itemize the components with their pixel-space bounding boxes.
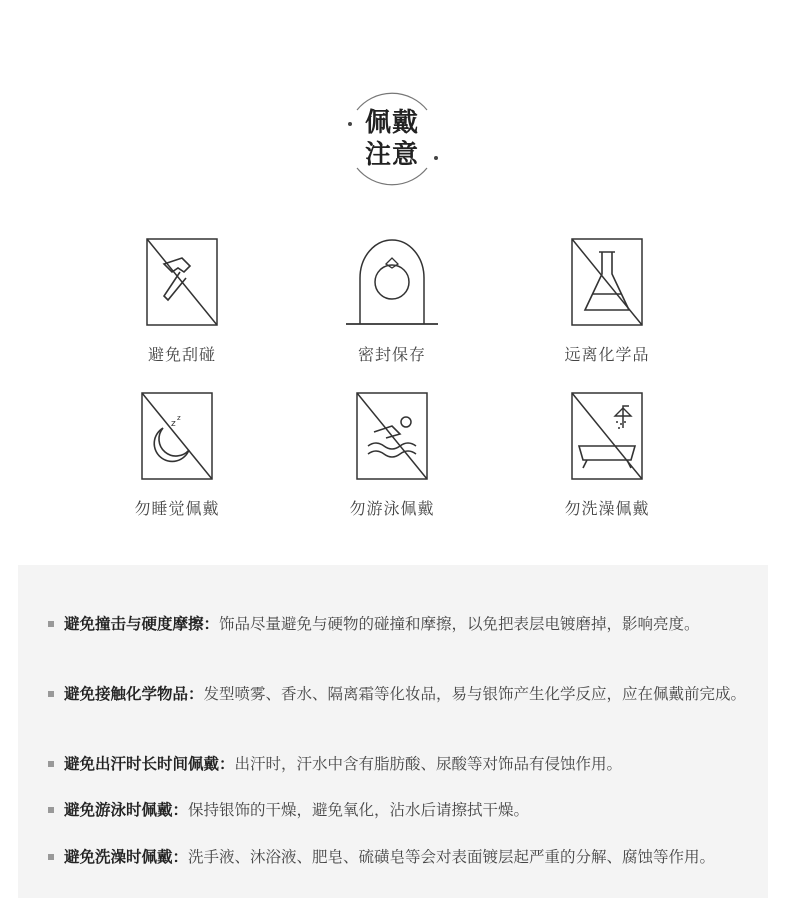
ring-box-icon bbox=[344, 238, 440, 326]
svg-text:z: z bbox=[171, 419, 176, 429]
icon-label: 避免刮碰 bbox=[147, 345, 216, 364]
icon-cell-avoid-chemicals bbox=[507, 238, 707, 365]
wearing-notice-badge bbox=[345, 88, 439, 188]
note-text: 出汗时，汗水中含有脂肪酸、尿酸等对饰品有侵蚀作用。 bbox=[234, 755, 623, 773]
icon-label: 勿洗澡佩戴 bbox=[564, 499, 650, 518]
bullet-marker bbox=[48, 807, 54, 813]
icon-cell-sealed-storage bbox=[292, 238, 492, 365]
flask-icon bbox=[571, 238, 643, 326]
sleep-moon-icon bbox=[141, 392, 213, 480]
note-title: 避免洗澡时佩戴： bbox=[64, 848, 189, 866]
icon-cell-avoid-scratch bbox=[82, 238, 282, 365]
bullet-marker bbox=[48, 691, 54, 697]
badge-ring bbox=[345, 88, 439, 188]
note-text: 饰品尽量避免与硬物的碰撞和摩擦，以免把表层电镀磨掉，影响亮度。 bbox=[219, 615, 700, 633]
note-title: 避免出汗时长时间佩戴： bbox=[64, 755, 235, 773]
badge-title-line2: 注意 bbox=[364, 140, 419, 170]
bullet-marker bbox=[48, 854, 54, 860]
note-title: 避免接触化学物品： bbox=[64, 685, 204, 703]
icon-label: 勿游泳佩戴 bbox=[349, 499, 435, 518]
icon-cell-no-swim bbox=[292, 392, 492, 519]
note-item bbox=[48, 752, 748, 776]
icon-label: 密封保存 bbox=[357, 345, 426, 364]
bullet-marker bbox=[48, 621, 54, 627]
note-item bbox=[48, 682, 748, 706]
hammer-icon bbox=[146, 238, 218, 326]
icon-label: 勿睡觉佩戴 bbox=[134, 499, 220, 518]
icon-cell-no-bath bbox=[507, 392, 707, 519]
note-text: 保持银饰的干燥，避免氧化，沾水后请擦拭干燥。 bbox=[188, 801, 530, 819]
note-text: 洗手液、沐浴液、肥皂、硫磺皂等会对表面镀层起严重的分解、腐蚀等作用。 bbox=[188, 848, 716, 866]
note-item bbox=[48, 845, 748, 869]
care-notes-panel bbox=[18, 565, 768, 898]
badge-title-line1: 佩戴 bbox=[364, 108, 419, 138]
svg-text:z: z bbox=[177, 414, 181, 422]
bathtub-icon bbox=[571, 392, 643, 480]
icon-label: 远离化学品 bbox=[564, 345, 650, 364]
note-text: 发型喷雾、香水、隔离霜等化妆品，易与银饰产生化学反应，应在佩戴前完成。 bbox=[203, 685, 747, 703]
note-title: 避免撞击与硬度摩擦： bbox=[64, 615, 220, 633]
icon-cell-no-sleep bbox=[77, 392, 277, 519]
note-item bbox=[48, 798, 748, 822]
note-item bbox=[48, 612, 748, 636]
swimmer-icon bbox=[356, 392, 428, 480]
bullet-marker bbox=[48, 761, 54, 767]
note-title: 避免游泳时佩戴： bbox=[64, 801, 189, 819]
